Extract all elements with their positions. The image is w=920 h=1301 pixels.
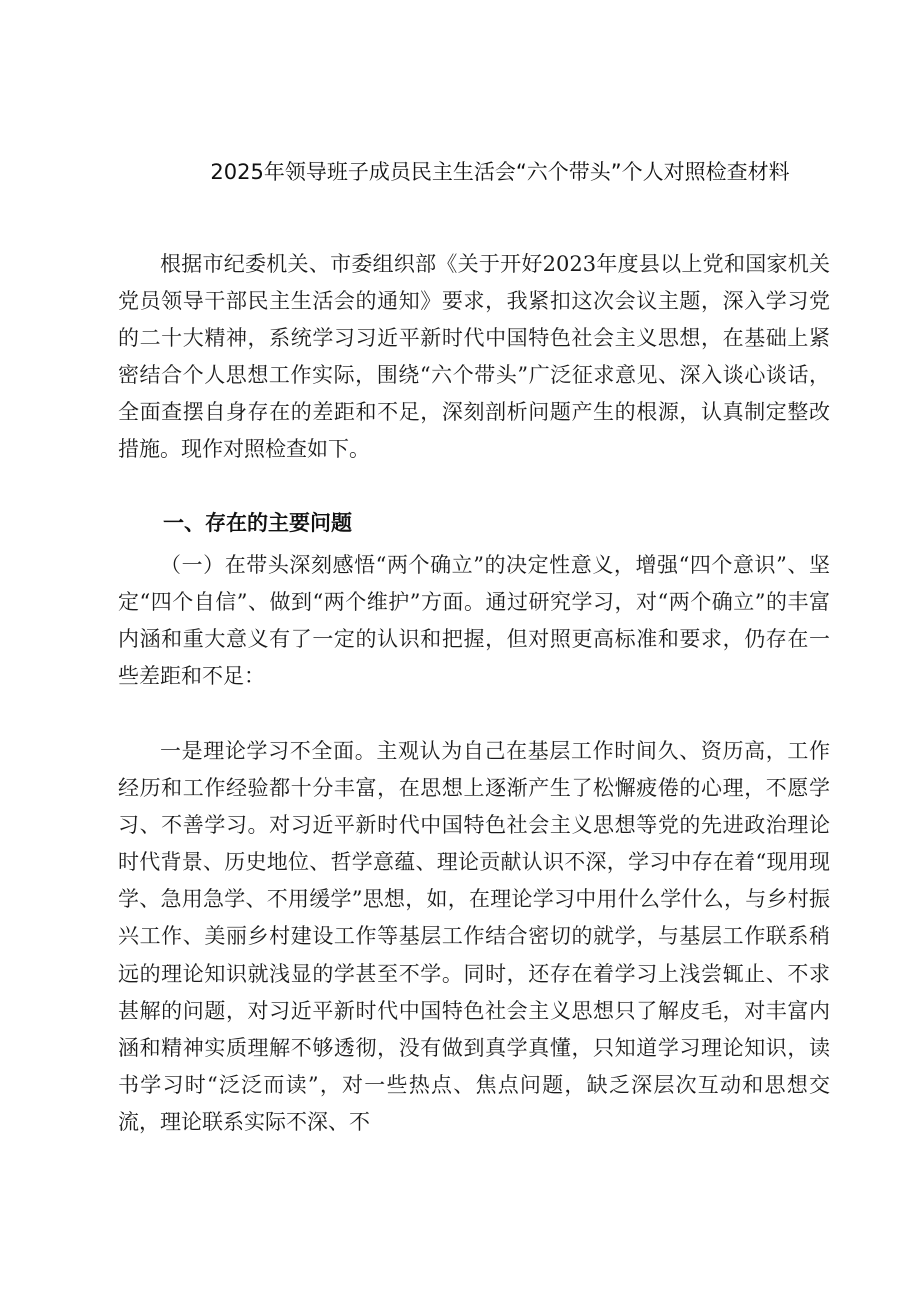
subsection-paragraph-1: （一）在带头深刻感悟“两个确立”的决定性意义，增强“四个意识”、坚定“四个自信”、做到“两个维护”方面。通过研究学习，对“两个确立”的丰富内涵和重大意义有了一定的认识和把握，但对照更高标准和要求，仍存在一些差距和不足： (118, 553, 830, 689)
point-paragraph-1: 一是理论学习不全面。主观认为自己在基层工作时间久、资历高，工作经历和工作经验都十分丰富，在思想上逐渐产生了松懈疲倦的心理，不愿学习、不善学习。对习近平新时代中国特色社会主义思想等党的先进政治理论时代背景、历史地位、哲学意蕴、理论贡献认识不深，学习中存在着“现用现学、急用急学、不用缓学”思想，如，在理论学习中用什么学什么，与乡村振兴工作、美丽乡村建设工作等基层工作结合密切的就学，与基层工作联系稍远的理论知识就浅显的学甚至不学。同时，还存在着学习上浅尝辄止、不求甚解的问题，对习近平新时代中国特色社会主义思想只了解皮毛，对丰富内涵和精神实质理解不够透彻，没有做到真学真懂，只知道学习理论知识，读书学习时“泛泛而读”，对一些热点、焦点问题，缺乏深层次互动和思想交流，理论联系实际不深、不 (118, 739, 830, 1134)
intro-paragraph: 根据市纪委机关、市委组织部《关于开好2023年度县以上党和国家机关党员领导干部民主生活会的通知》要求，我紧扣这次会议主题，深入学习党的二十大精神，系统学习习近平新时代中国特色社会主义思想，在基础上紧密结合个人思想工作实际，围绕“六个带头”广泛征求意见、深入谈心谈话，全面查摆自身存在的差距和不足，深刻剖析问题产生的根源，认真制定整改措施。现作对照检查如下。 (118, 252, 830, 462)
document-title: 2025年领导班子成员民主生活会“六个带头”个人对照检查材料 (210, 160, 790, 184)
section-heading-main-problems: 一、存在的主要问题 (163, 511, 352, 535)
